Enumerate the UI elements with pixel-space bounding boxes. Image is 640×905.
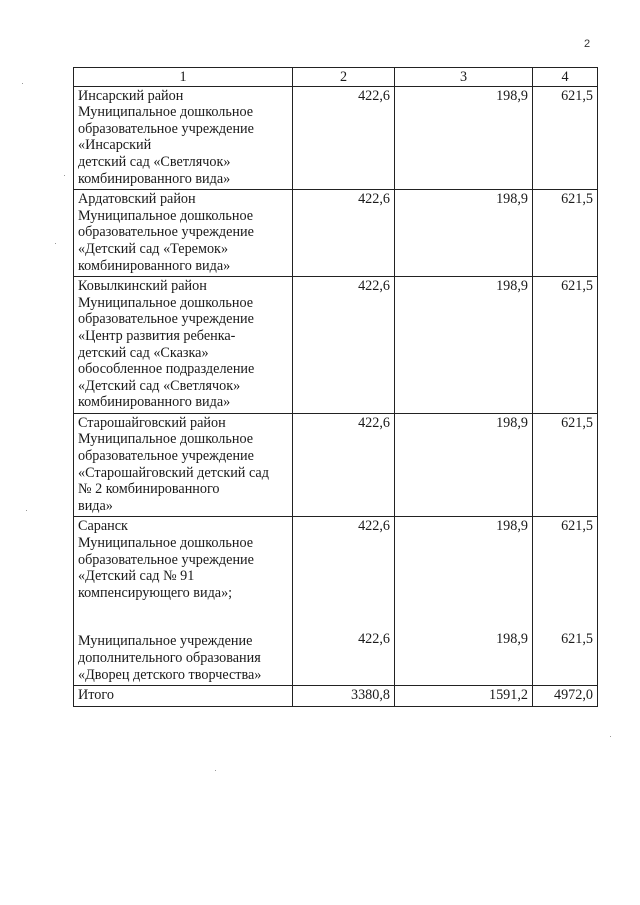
- value-col-2: 422,6: [293, 86, 395, 190]
- value-col-4: 621,5: [533, 86, 598, 190]
- table-row: [74, 517, 598, 686]
- institution-line: Ардатовский район: [78, 191, 196, 208]
- value: 198,9: [496, 518, 528, 535]
- institution-line: «Детский сад № 91: [78, 568, 195, 585]
- value-col-4: [533, 517, 598, 686]
- institution-line: обособленное подразделение: [78, 361, 255, 378]
- page-number: 2: [584, 38, 591, 50]
- value-col-3: [395, 517, 533, 686]
- scan-speck: [610, 736, 611, 737]
- institution-line: детский сад «Светлячок»: [78, 153, 231, 170]
- value-col-3: 198,9: [395, 277, 533, 414]
- institution-line: комбинированного вида»: [78, 394, 231, 411]
- table-row: [74, 86, 598, 190]
- institution-line: компенсирующего вида»;: [78, 584, 233, 601]
- table-row: [74, 190, 598, 277]
- table-row: [74, 277, 598, 414]
- allocation-table: [73, 67, 598, 707]
- sub-value: 422,6: [358, 631, 390, 648]
- value-col-3: 198,9: [395, 413, 533, 517]
- scan-speck: [64, 175, 65, 176]
- institution-line: «Старошайговский детский сад: [78, 464, 269, 481]
- institution-cell: [74, 190, 293, 277]
- scan-speck: [55, 243, 56, 244]
- institution-line: «Инсарский: [78, 137, 152, 154]
- sub-value: 621,5: [561, 631, 593, 648]
- table-row: [74, 413, 598, 517]
- institution-line: Муниципальное дошкольное: [78, 431, 254, 448]
- institution-line: образовательное учреждение: [78, 311, 254, 328]
- institution-line: комбинированного вида»: [78, 170, 231, 187]
- value-col-2: [293, 517, 395, 686]
- total-row: [74, 686, 598, 707]
- institution-line: Муниципальное дошкольное: [78, 207, 254, 224]
- header-col-3: 3: [395, 68, 533, 87]
- value: 422,6: [358, 518, 390, 535]
- total-col-4: 4972,0: [533, 686, 598, 707]
- sub-institution-line: Муниципальное учреждение: [78, 633, 253, 650]
- sub-institution-line: «Дворец детского творчества»: [78, 666, 262, 683]
- scan-speck: [215, 770, 216, 771]
- scan-speck: [22, 83, 23, 84]
- institution-line: Инсарский район: [78, 87, 184, 104]
- institution-cell: [74, 517, 293, 686]
- value-col-3: 198,9: [395, 190, 533, 277]
- total-label: Итого: [74, 686, 293, 707]
- institution-line: Муниципальное дошкольное: [78, 104, 254, 121]
- header-col-1: 1: [74, 68, 293, 87]
- institution-line: образовательное учреждение: [78, 551, 254, 568]
- institution-line: Ковылкинский район: [78, 278, 207, 295]
- institution-line: Старошайговский район: [78, 414, 226, 431]
- header-col-2: 2: [293, 68, 395, 87]
- institution-cell: [74, 277, 293, 414]
- value-col-2: 422,6: [293, 190, 395, 277]
- sub-institution-line: дополнительного образования: [78, 650, 261, 666]
- institution-cell: [74, 413, 293, 517]
- institution-line: вида»: [78, 497, 113, 514]
- value-col-3: 198,9: [395, 86, 533, 190]
- value-col-4: 621,5: [533, 190, 598, 277]
- value-col-2: 422,6: [293, 413, 395, 517]
- scan-speck: [26, 510, 27, 511]
- institution-cell: [74, 86, 293, 190]
- institution-line: Саранск: [78, 518, 128, 535]
- value: 621,5: [561, 518, 593, 535]
- institution-line: комбинированного вида»: [78, 257, 231, 274]
- header-row: [74, 68, 598, 87]
- sub-value: 198,9: [496, 631, 528, 648]
- institution-line: детский сад «Сказка»: [78, 344, 209, 361]
- institution-line: «Детский сад «Теремок»: [78, 240, 229, 257]
- institution-line: «Детский сад «Светлячок»: [78, 377, 241, 394]
- total-col-3: 1591,2: [395, 686, 533, 707]
- institution-line: образовательное учреждение: [78, 448, 254, 465]
- total-col-2: 3380,8: [293, 686, 395, 707]
- institution-line: «Центр развития ребенка-: [78, 327, 236, 344]
- value-col-4: 621,5: [533, 277, 598, 414]
- value-col-4: 621,5: [533, 413, 598, 517]
- institution-line: № 2 комбинированного: [78, 481, 220, 498]
- institution-line: Муниципальное дошкольное: [78, 294, 254, 311]
- header-col-4: 4: [533, 68, 598, 87]
- institution-line: образовательное учреждение: [78, 224, 254, 241]
- institution-line: образовательное учреждение: [78, 120, 254, 137]
- value-col-2: 422,6: [293, 277, 395, 414]
- institution-line: Муниципальное дошкольное: [78, 535, 254, 552]
